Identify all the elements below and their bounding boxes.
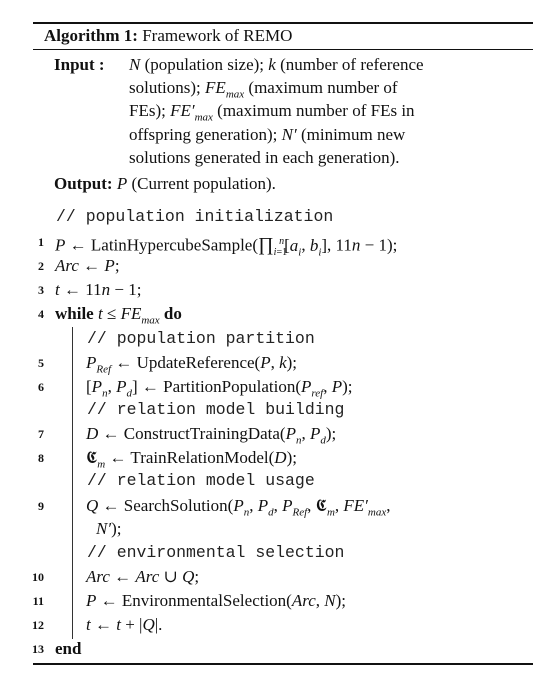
line-3: t ← 11n − 1; (55, 280, 142, 299)
bottom-rule (33, 663, 533, 665)
line-number: 3 (38, 283, 44, 297)
while-block-bar (72, 327, 73, 639)
comment-init: // population initialization (56, 207, 334, 226)
comment-model-building: // relation model building (87, 400, 345, 419)
line-number: 7 (38, 427, 44, 441)
line-number: 9 (38, 499, 44, 513)
line-number: 10 (32, 570, 44, 584)
input-line-2: solutions); $FE_{max}$ (maximum number of (129, 78, 398, 101)
algorithm-title (44, 25, 292, 47)
line-2: Arc ← P; (55, 256, 120, 275)
line-number: 11 (32, 594, 44, 608)
line-11: P ← EnvironmentalSelection(Arc, N); (86, 591, 346, 610)
algorithm-name: Framework of REMO (142, 26, 293, 45)
input-line-1: N (population size); k (number of reference (129, 55, 424, 74)
comment-env-selection: // environmental selection (87, 543, 345, 562)
input-line-3: FEs); $FE'_{max}$ (maximum number of FEs in (129, 101, 415, 124)
line-9: Q ← $SearchSolution(P_n$, $P_d$, $P_{Ref}$, 𝕮$_m$, $FE'_{max}$, (86, 496, 391, 519)
line-8: 𝕮$_m$ ← TrainRelationModel(D); (86, 448, 297, 471)
line-number: 5 (38, 356, 44, 370)
line-13: end (55, 639, 82, 658)
top-rule (33, 22, 533, 24)
input-line-4: offspring generation); N′ (minimum new (129, 125, 406, 144)
input-line-5: solutions generated in each generation). (129, 148, 400, 167)
line-6: [$P_n$, $P_d$] ← $PartitionPopulation(P_{ref}$, P); (86, 377, 353, 400)
line-10: Arc ← Arc ∪ Q; (86, 567, 200, 586)
line-4: while $t \le FE_{max}$ do (55, 304, 182, 327)
input-label: Input : (54, 55, 105, 74)
line-1: P ← $LatinHypercubeSample(\prod_{i=1}^n[a_i$, $b_i$], 11n − 1); (55, 234, 398, 259)
line-number: 6 (38, 380, 44, 394)
line-number: 12 (32, 618, 44, 632)
line-9-cont: N′); (96, 519, 122, 538)
comment-model-usage: // relation model usage (87, 471, 315, 490)
line-12: t ← t + |Q|. (86, 615, 163, 634)
line-number: 4 (38, 307, 44, 321)
output-line: Output: P (Current population). (54, 174, 276, 193)
line-number: 8 (38, 451, 44, 465)
algorithm-label: Algorithm 1: (44, 26, 138, 45)
line-number: 2 (38, 259, 44, 273)
line-number: 13 (32, 642, 44, 656)
line-7: D ← $ConstructTrainingData(P_n$, $P_d$); (86, 424, 337, 447)
line-5: $P_{Ref}$ ← UpdateReference(P, k); (86, 353, 298, 376)
title-rule (33, 49, 533, 50)
line-number: 1 (38, 235, 44, 249)
comment-partition: // population partition (87, 329, 315, 348)
